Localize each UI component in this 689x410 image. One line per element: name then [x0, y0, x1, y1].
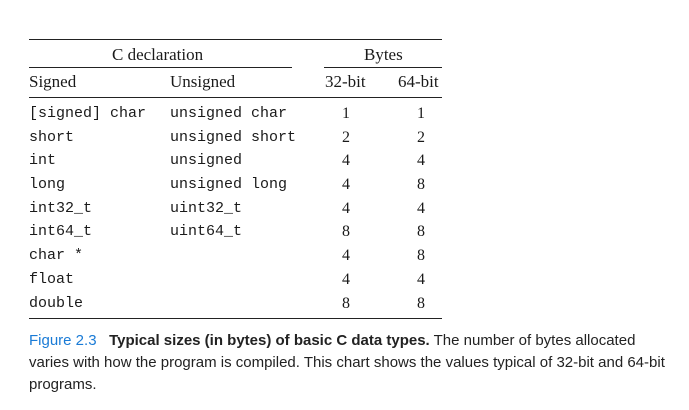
- row-8-32bit: 8: [342, 295, 350, 312]
- row-6-64bit: 8: [417, 247, 425, 264]
- bits64-column-header: 64-bit: [398, 72, 439, 91]
- row-4-32bit: 4: [342, 200, 350, 217]
- row-7-32bit: 4: [342, 271, 350, 288]
- row-0-unsigned: unsigned char: [170, 105, 288, 122]
- row-6-32bit: 4: [342, 247, 350, 264]
- row-3-signed: long: [29, 176, 66, 193]
- unsigned-column-header: Unsigned: [170, 72, 236, 91]
- signed-column-header: Signed: [29, 72, 77, 91]
- row-0-32bit: 1: [342, 105, 350, 122]
- row-5-64bit: 8: [417, 223, 425, 240]
- bytes-header: Bytes: [364, 45, 403, 64]
- row-2-unsigned: unsigned: [170, 152, 243, 169]
- table-top-rule: [29, 39, 442, 40]
- c-declaration-underline: [29, 67, 292, 68]
- row-1-unsigned: unsigned short: [170, 129, 297, 146]
- figure-title: Typical sizes (in bytes) of basic C data types.: [109, 332, 430, 349]
- bytes-underline: [324, 67, 442, 68]
- row-7-64bit: 4: [417, 271, 425, 288]
- row-2-32bit: 4: [342, 152, 350, 169]
- row-8-64bit: 8: [417, 295, 425, 312]
- row-5-32bit: 8: [342, 223, 350, 240]
- row-4-64bit: 4: [417, 200, 425, 217]
- row-3-unsigned: unsigned long: [170, 176, 288, 193]
- row-2-signed: int: [29, 152, 57, 169]
- row-2-64bit: 4: [417, 152, 425, 169]
- row-6-signed: char *: [29, 247, 84, 264]
- row-7-signed: float: [29, 271, 75, 288]
- row-3-64bit: 8: [417, 176, 425, 193]
- row-0-signed: [signed] char: [29, 105, 147, 122]
- row-3-32bit: 4: [342, 176, 350, 193]
- table-bottom-rule: [29, 318, 442, 319]
- figure-description: The number of bytes allocated varies with how the program is compiled. This chart shows the values typical of 32-bit and 64-bit programs.: [29, 332, 665, 393]
- header-bottom-rule: [29, 97, 442, 98]
- row-4-unsigned: uint32_t: [170, 200, 243, 217]
- row-5-signed: int64_t: [29, 223, 93, 240]
- row-1-signed: short: [29, 129, 75, 146]
- figure-label: Figure 2.3: [29, 332, 97, 349]
- row-1-64bit: 2: [417, 129, 425, 146]
- row-1-32bit: 2: [342, 129, 350, 146]
- row-8-signed: double: [29, 295, 84, 312]
- figure-caption: [29, 330, 669, 396]
- row-4-signed: int32_t: [29, 200, 93, 217]
- c-declaration-header: C declaration: [112, 45, 204, 64]
- bits32-column-header: 32-bit: [325, 72, 366, 91]
- row-0-64bit: 1: [417, 105, 425, 122]
- row-5-unsigned: uint64_t: [170, 223, 243, 240]
